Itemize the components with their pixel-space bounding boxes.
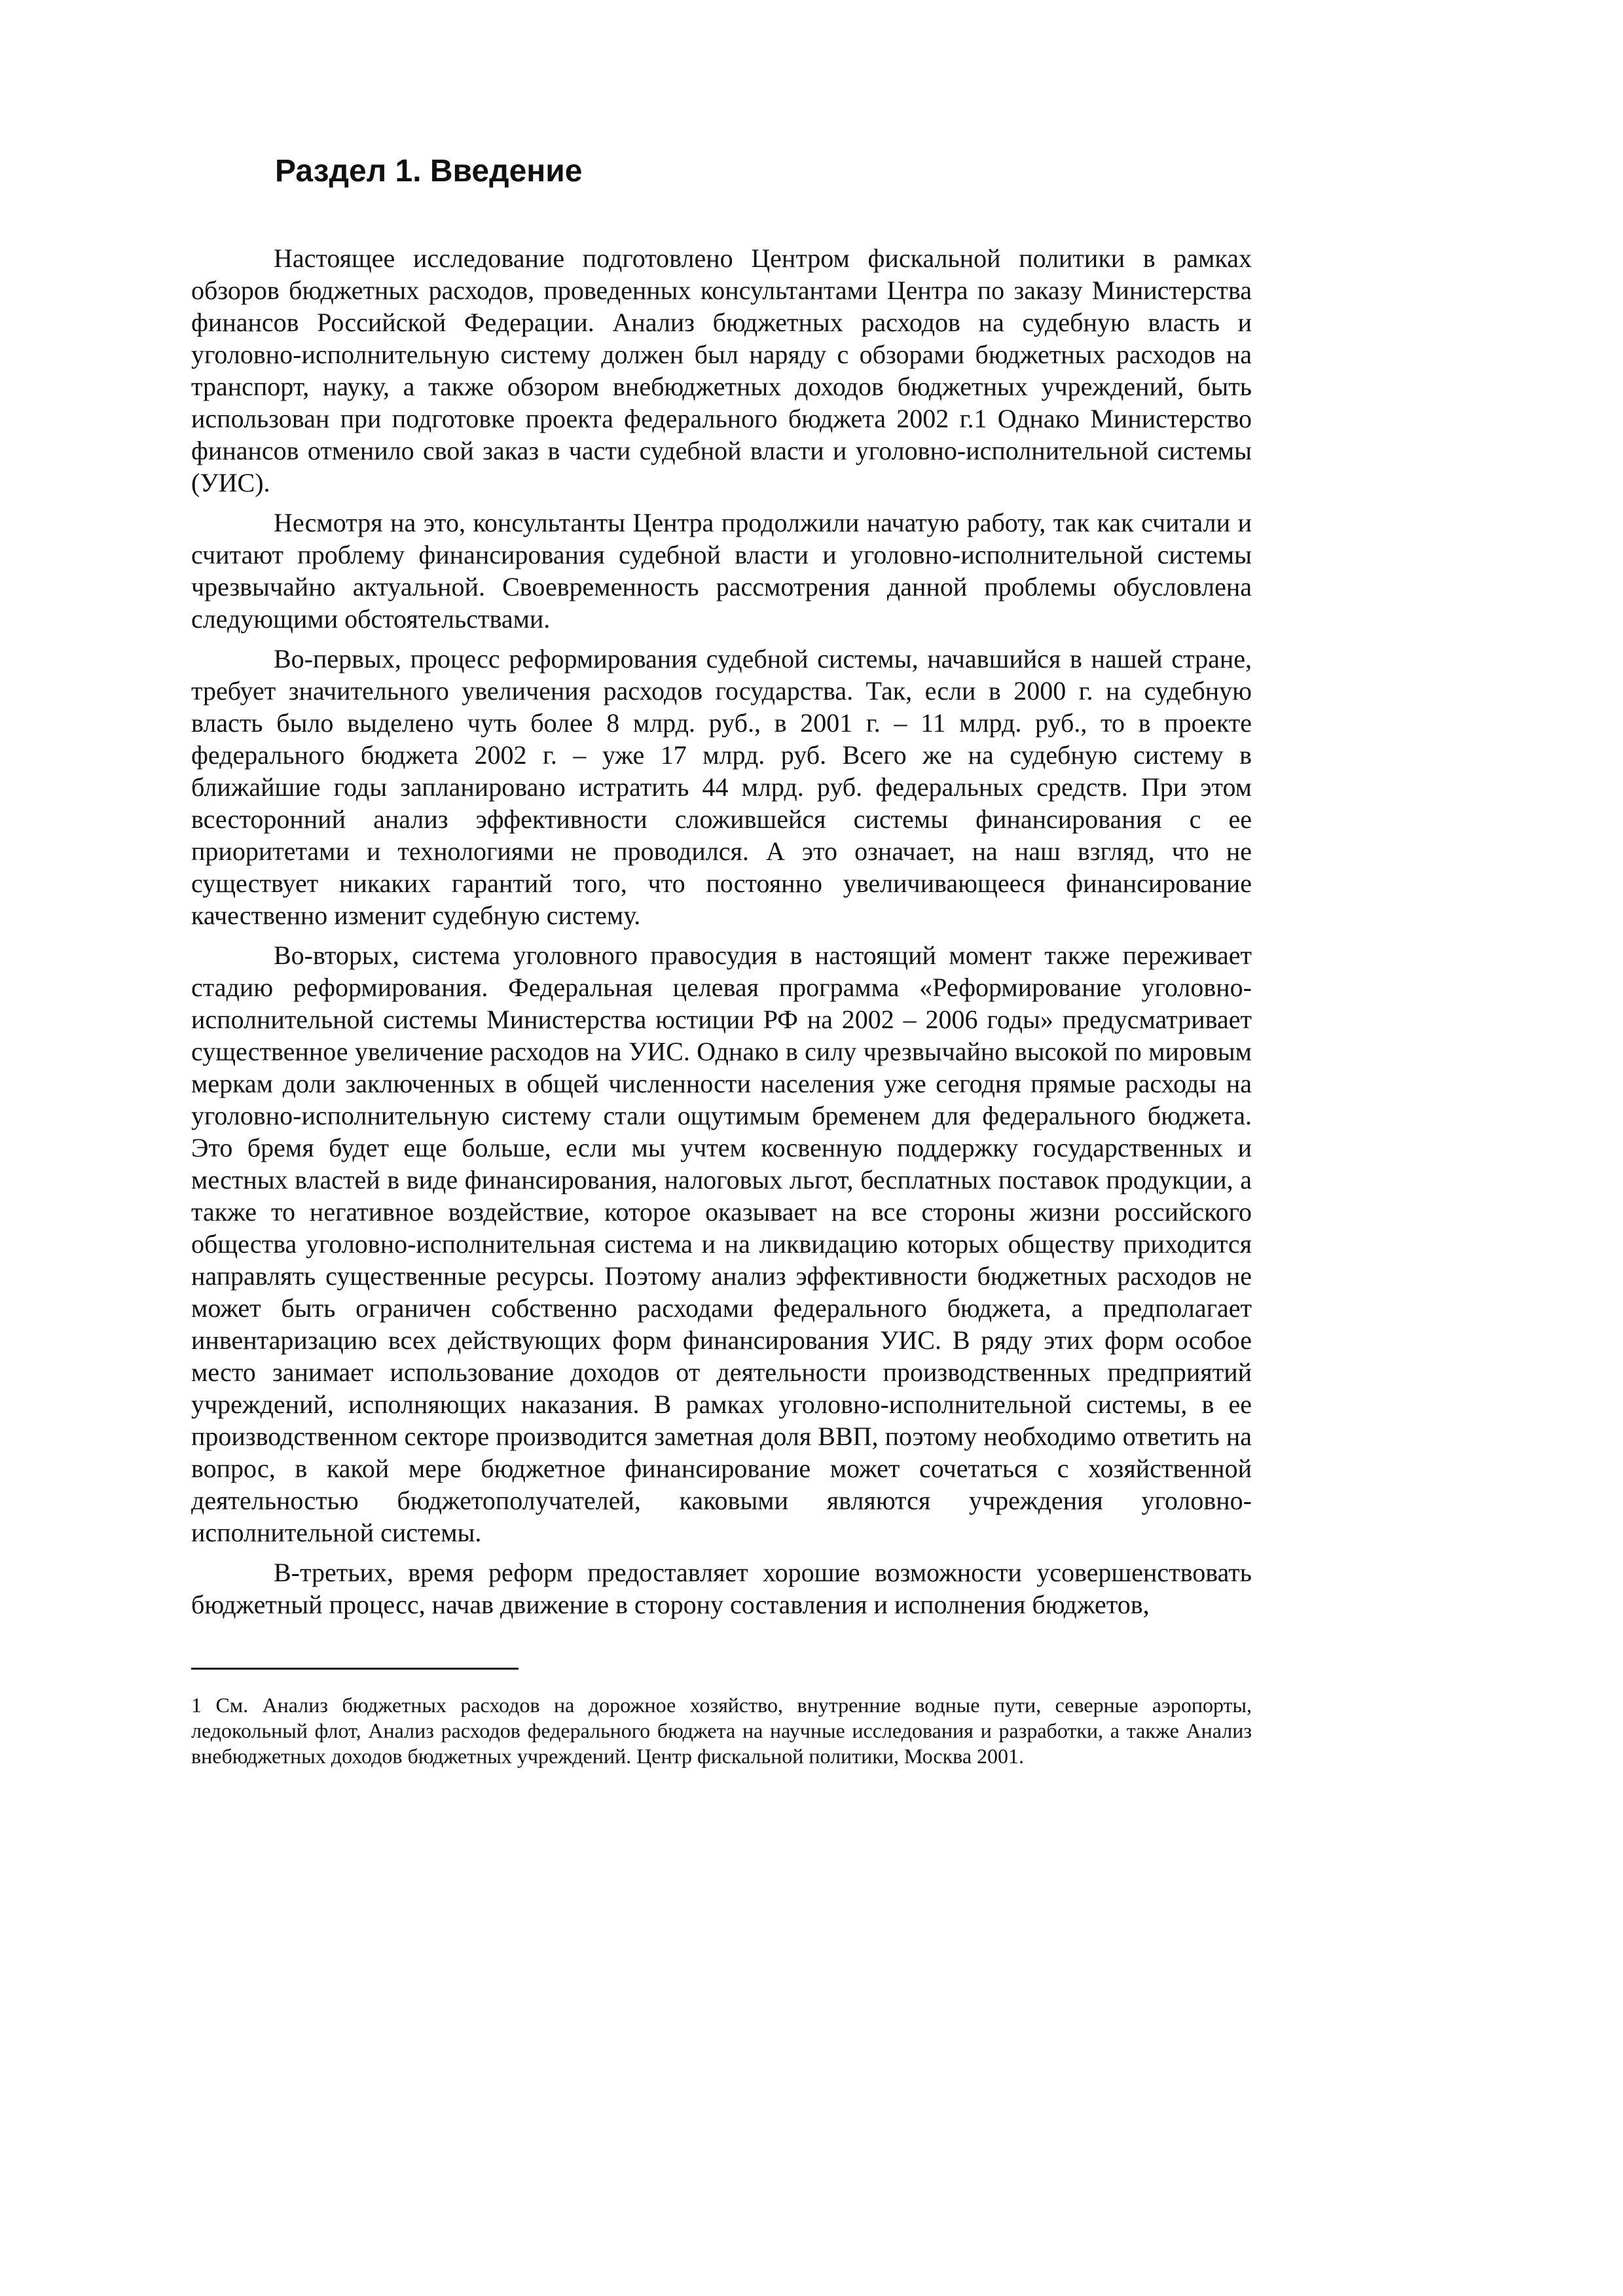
footnote-text: См. Анализ бюджетных расходов на дорожное хозяйство, внутренние водные пути, северные аэропорты, ледокольный флот, Анализ расходов федерального бюджета на научные исследования и разработки, а также Анализ внебюджетных доходов бюджетных учреждений. Центр фискальной политики, Москва 2001. <box>191 1693 1252 1768</box>
paragraph-3: Во-первых, процесс реформирования судебной системы, начавшийся в нашей стране, требует значительного увеличения расходов государства. Так, если в 2000 г. на судебную власть было выделено чуть более 8 млрд. руб., в 2001 г. – 11 млрд. руб., то в проекте федерального бюджета 2002 г. – уже 17 млрд. руб. Всего же на судебную систему в ближайшие годы запланировано истратить 44 млрд. руб. федеральных средств. При этом всесторонний анализ эффективности сложившейся системы финансирования с ее приоритетами и технологиями не проводился. А это означает, на наш взгляд, что не существует никаких гарантий того, что постоянно увеличивающееся финансирование качественно изменит судебную систему. <box>191 644 1252 930</box>
footnote-separator <box>191 1668 519 1670</box>
body-text <box>191 242 1252 1628</box>
paragraph-1-text: Настоящее исследование подготовлено Центром фискальной политики в рамках обзоров бюджетных расходов, проведенных консультантами Центра по заказу Министерства финансов Российской Федерации. Анализ бюджетных расходов на судебную власть и уголовно-исполнительную систему должен был наряду с обзорами бюджетных расходов на транспорт, науку, а также обзором внебюджетных доходов бюджетных учреждений, быть использован при подготовке проекта федерального бюджета 2002 г. <box>191 243 1252 433</box>
paragraph-1-text-after: Однако Министерство финансов отменило свой заказ в части судебной власти и уголовно-исполнительной системы (УИС). <box>191 404 1252 497</box>
paragraph-5: В-третьих, время реформ предоставляет хорошие возможности усовершенствовать бюджетный процесс, начав движение в сторону составления и исполнения бюджетов, <box>191 1558 1252 1619</box>
section-title: Раздел 1. Введение <box>275 154 583 188</box>
paragraph-1 <box>191 242 1252 499</box>
footnote-reference: 1 <box>974 404 987 433</box>
footnote-number: 1 <box>191 1693 202 1717</box>
paragraph-2: Несмотря на это, консультанты Центра продолжили начатую работу, так как считали и считают проблему финансирования судебной власти и уголовно-исполнительной системы чрезвычайно актуальной. Своевременность рассмотрения данной проблемы обусловлена следующими обстоятельствами. <box>191 508 1252 634</box>
paragraph-4: Во-вторых, система уголовного правосудия в настоящий момент также переживает стадию реформирования. Федеральная целевая программа «Реформирование уголовно-исполнительной системы Министерства юстиции РФ на 2002 – 2006 годы» предусматривает существенное увеличение расходов на УИС. Однако в силу чрезвычайно высокой по мировым меркам доли заключенных в общей численности населения уже сегодня прямые расходы на уголовно-исполнительную систему стали ощутимым бременем для федерального бюджета. Это бремя будет еще больше, если мы учтем косвенную поддержку государственных и местных властей в виде финансирования, налоговых льгот, бесплатных поставок продукции, а также то негативное воздействие, которое оказывает на все стороны жизни российского общества уголовно-исполнительная система и на ликвидацию которых обществу приходится направлять существенные ресурсы. Поэтому анализ эффективности бюджетных расходов не может быть ограничен собственно расходами федерального бюджета, а предполагает инвентаризацию всех действующих форм финансирования УИС. В ряду этих форм особое место занимает использование доходов от деятельности производственных предприятий учреждений, исполняющих наказания. В рамках уголовно-исполнительной системы, в ее производственном секторе производится заметная доля ВВП, поэтому необходимо ответить на вопрос, в какой мере бюджетное финансирование может сочетаться с хозяйственной деятельностью бюджетополучателей, каковыми являются учреждения уголовно-исполнительной системы. <box>191 941 1252 1547</box>
footnote <box>191 1693 1252 1769</box>
